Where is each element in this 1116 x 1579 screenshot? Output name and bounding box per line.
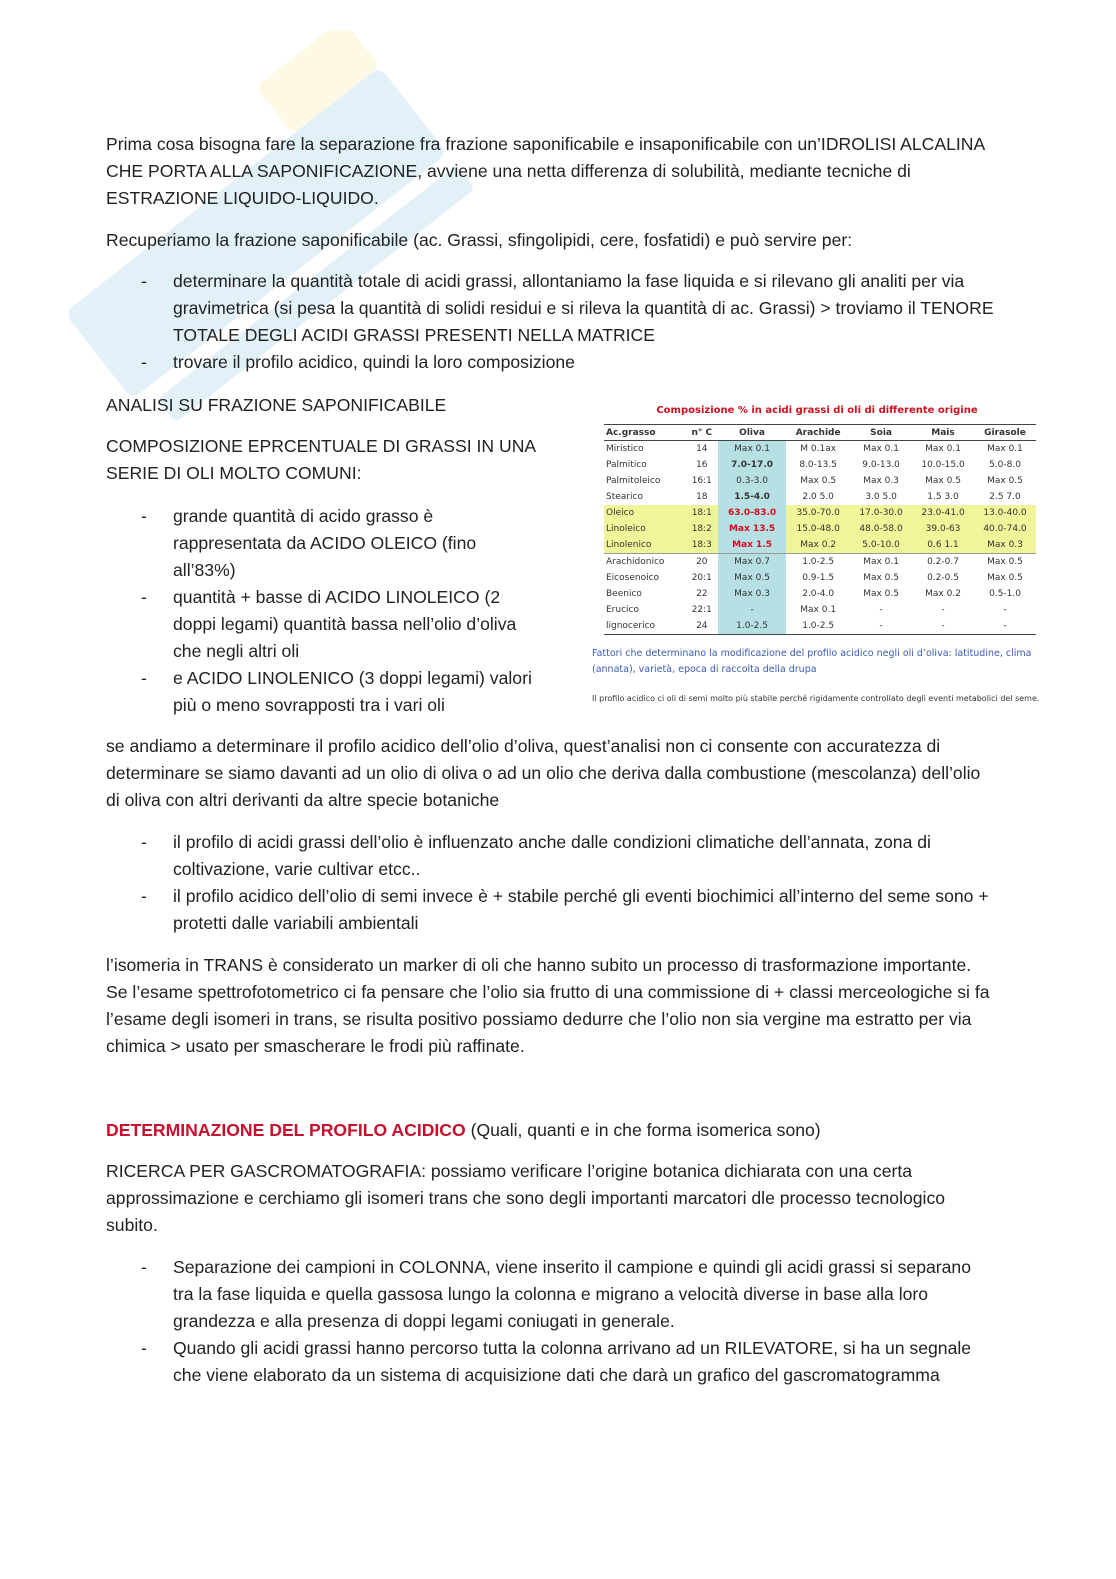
column-header: n° C — [686, 425, 718, 441]
table-cell: Eicosenoico — [606, 573, 660, 583]
table-cell: Erucico — [606, 605, 639, 615]
table-cell: 23.0-41.0 — [912, 505, 974, 521]
table-cell: Oleico — [604, 505, 686, 521]
column-header: Oliva — [718, 425, 786, 441]
table-cell: 39.0-63 — [912, 521, 974, 537]
table-row — [604, 537, 1036, 554]
intro-paragraph-2: Recuperiamo la frazione saponificabile (ac. Grassi, sfingolipidi, cere, fosfatidi) e può servire per: — [106, 230, 853, 250]
table-cell: 1.5-4.0 — [718, 489, 786, 505]
list-item: - Quando gli acidi grassi hanno percorso tutta la colonna arrivano ad un RILEVATORE, si ha un segnale che viene elaborato da un sistema di acquisizione dati che darà un grafico del gascromatogramma — [106, 1335, 996, 1389]
table-cell: 2.0-4.0 — [802, 589, 835, 599]
table-cell: 3.0 5.0 — [865, 492, 897, 502]
table-cell: - — [850, 618, 912, 635]
table-cell: Stearico — [606, 492, 643, 502]
table-cell: 24 — [686, 618, 718, 635]
table-row — [604, 554, 1036, 571]
table-cell: 7.0-17.0 — [718, 457, 786, 473]
table-cell: Linolenico — [604, 537, 686, 554]
determination-subtitle: (Quali, quanti e in che forma isomerica sono) — [465, 1120, 821, 1140]
table-cell: 1.0-2.5 — [718, 618, 786, 635]
profile-bullet-list — [106, 829, 996, 937]
table-row — [604, 505, 1036, 521]
table-cell: 48.0-58.0 — [850, 521, 912, 537]
table-cell: 1.0-2.5 — [786, 554, 850, 571]
column-header: Soia — [850, 425, 912, 441]
table-row — [604, 441, 1036, 458]
section-paragraph: COMPOSIZIONE EPRCENTUALE DI GRASSI IN UNA SERIE DI OLI MOLTO COMUNI: — [106, 436, 536, 483]
table-cell: Max 0.1 — [987, 444, 1023, 454]
table-cell: 18 — [696, 492, 708, 502]
list-item: - il profilo acidico dell’olio di semi invece è + stabile perché gli eventi biochimici all’interno del seme sono + protetti dalle variabili ambientali — [106, 883, 996, 937]
table-row — [604, 586, 1036, 602]
table-cell: - — [974, 618, 1036, 635]
table-row — [604, 521, 1036, 537]
table-header-row — [604, 425, 1036, 441]
table-cell: Max 0.3 — [974, 537, 1036, 554]
table-cell: Miristico — [606, 444, 644, 454]
table-cell: Max 0.2 — [925, 589, 961, 599]
table-cell: Max 0.3 — [718, 586, 786, 602]
table-cell: Max 0.3 — [863, 476, 899, 486]
table-cell: Palmitico — [606, 460, 647, 470]
table-note: Fattori che determinano la modificazione del profilo acidico negli oli d’oliva: latitudine, clima (annata), varietà, epoca di raccolta della drupa — [592, 648, 1032, 675]
table-cell: Max 0.5 — [800, 476, 837, 486]
table-cell: Max 0.5 — [974, 554, 1036, 571]
gc-paragraph: RICERCA PER GASCROMATOGRAFIA: possiamo verificare l’origine botanica dichiarata con una certa approssimazione e cerchiamo gli isomeri trans che sono degli importanti marcatori dle processo tecnologico subito. — [106, 1161, 946, 1235]
table-cell: 16 — [696, 460, 708, 470]
table-cell: 0.9-1.5 — [802, 573, 835, 583]
fatty-acid-table-figure — [588, 402, 1046, 712]
fatty-acid-table — [604, 424, 1036, 635]
table-cell: - — [718, 602, 786, 618]
table-cell: 1.5 3.0 — [927, 492, 959, 502]
table-cell: 16:1 — [691, 476, 712, 486]
table-cell: Max 0.1 — [925, 444, 961, 454]
table-cell: Max 0.5 — [987, 476, 1023, 486]
table-cell: Beenico — [606, 589, 642, 599]
table-cell: 17.0-30.0 — [850, 505, 912, 521]
column-header: Ac.grasso — [604, 425, 686, 441]
table-cell: 0.2-0.5 — [927, 573, 959, 583]
table-cell: 14 — [696, 444, 708, 454]
table-cell: Max 0.5 — [925, 476, 961, 486]
table-cell: 8.0-13.5 — [799, 460, 837, 470]
table-body — [604, 441, 1036, 635]
table-cell: Max 0.7 — [718, 554, 786, 571]
table-cell: Max 0.1 — [800, 605, 837, 615]
list-item: - e ACIDO LINOLENICO (3 doppi legami) valori più o meno sovrapposti tra i vari oli — [106, 665, 536, 719]
table-cell: 9.0-13.0 — [862, 460, 900, 470]
table-row — [604, 473, 1036, 489]
table-cell: Max 13.5 — [718, 521, 786, 537]
table-cell: 35.0-70.0 — [786, 505, 850, 521]
table-cell: Linoleico — [604, 521, 686, 537]
table-cell: 63.0-83.0 — [718, 505, 786, 521]
section-heading: ANALISI SU FRAZIONE SAPONIFICABILE — [106, 395, 447, 415]
table-row — [604, 602, 1036, 618]
table-cell: Max 1.5 — [718, 537, 786, 554]
determination-title: DETERMINAZIONE DEL PROFILO ACIDICO — [106, 1120, 466, 1140]
table-cell: Max 0.1 — [718, 441, 786, 458]
table-cell: 0.5-1.0 — [989, 589, 1021, 599]
table-cell: Max 0.5 — [987, 573, 1023, 583]
list-item: - Separazione dei campioni in COLONNA, viene inserito il campione e quindi gli acidi grassi si separano tra la fase liquida e quella gassosa lungo la colonna e migrano a velocità diverse in base alla loro grandezza e alla presenza di doppi legami coniugati in generale. — [106, 1254, 996, 1335]
table-footnote: Il profilo acidico ci oli di semi molto più stabile perché rigidamente controllato degli eventi metabolici del seme. — [592, 694, 1040, 703]
list-item: - grande quantità di acido grasso è rappresentata da ACIDO OLEICO (fino all’83%) — [106, 503, 536, 584]
table-cell: 10.0-15.0 — [921, 460, 965, 470]
table-cell: 20:1 — [691, 573, 712, 583]
table-cell: 18:1 — [686, 505, 718, 521]
table-cell: 15.0-48.0 — [786, 521, 850, 537]
list-item: - quantità + basse di ACIDO LINOLEICO (2 doppi legami) quantità bassa nell’olio d’oliva che negli altri oli — [106, 584, 536, 665]
table-title: Composizione % in acidi grassi di oli di differente origine — [656, 405, 978, 416]
table-cell: Max 0.5 — [863, 573, 899, 583]
intro-bullet-list — [106, 268, 996, 376]
table-cell: 0.3-3.0 — [718, 473, 786, 489]
table-cell: 1.0-2.5 — [786, 618, 850, 635]
table-cell: Palmitoleico — [606, 476, 661, 486]
table-cell: - — [879, 605, 883, 615]
table-cell: - — [1003, 605, 1007, 615]
table-cell: Arachidonico — [604, 554, 686, 571]
table-cell: 5.0-8.0 — [989, 460, 1021, 470]
intro-paragraph: Prima cosa bisogna fare la separazione fra frazione saponificabile e insaponificabile con un’IDROLISI ALCALINA CHE PORTA ALLA SAPONIFICAZIONE, avviene una netta differenza di solubilità, mediante tecniche di ESTRAZIONE LIQUIDO-LIQUIDO. — [106, 134, 985, 208]
table-cell: 13.0-40.0 — [974, 505, 1036, 521]
table-cell: 5.0-10.0 — [850, 537, 912, 554]
table-cell: 0.6 1.1 — [912, 537, 974, 554]
table-cell: 2.5 7.0 — [989, 492, 1021, 502]
list-item: - determinare la quantità totale di acidi grassi, allontaniamo la fase liquida e si rilevano gli analiti per via gravimetrica (si pesa la quantità di solidi residui e si rileva la quantità di ac. Grassi) > troviamo il TENORE TOTALE DEGLI ACIDI GRASSI PRESENTI NELLA MATRICE — [106, 268, 996, 349]
table-cell: - — [912, 618, 974, 635]
table-cell: Max 0.1 — [863, 444, 899, 454]
table-row — [604, 457, 1036, 473]
table-cell: Max 0.5 — [718, 570, 786, 586]
table-cell: M 0.1ax — [800, 444, 837, 454]
profile-paragraph: se andiamo a determinare il profilo acidico dell’olio d’oliva, quest’analisi non ci consente con accuratezza di determinare se siamo davanti ad un olio di oliva o ad un olio che deriva dalla combustione (mescolanza) dell’olio di oliva con altri derivanti da altre specie botaniche — [106, 736, 981, 810]
table-cell: 20 — [686, 554, 718, 571]
table-cell: 2.0 5.0 — [802, 492, 834, 502]
table-cell: 18:3 — [686, 537, 718, 554]
table-cell: 22 — [696, 589, 708, 599]
column-header: Arachide — [786, 425, 850, 441]
table-cell: 40.0-74.0 — [974, 521, 1036, 537]
table-row — [604, 618, 1036, 635]
column-header: Girasole — [974, 425, 1036, 441]
list-item: - il profilo di acidi grassi dell’olio è influenzato anche dalle condizioni climatiche dell’annata, zona di coltivazione, varie cultivar etcc.. — [106, 829, 996, 883]
table-cell: 0.2-0.7 — [912, 554, 974, 571]
table-row — [604, 489, 1036, 505]
table-row — [604, 570, 1036, 586]
table-cell: Max 0.2 — [786, 537, 850, 554]
table-cell: lignocerico — [604, 618, 686, 635]
table-cell: 18:2 — [686, 521, 718, 537]
gc-bullet-list — [106, 1254, 996, 1389]
list-item: - trovare il profilo acidico, quindi la loro composizione — [106, 349, 996, 376]
column-header: Mais — [912, 425, 974, 441]
table-cell: 22:1 — [691, 605, 712, 615]
table-cell: Max 0.5 — [863, 589, 899, 599]
table-cell: - — [941, 605, 945, 615]
table-cell: Max 0.1 — [850, 554, 912, 571]
trans-isomer-paragraph: l’isomeria in TRANS è considerato un marker di oli che hanno subito un processo di trasformazione importante. Se l’esame spettrofotometrico ci fa pensare che l’olio sia frutto di una commissione di + classi merceologiche si fa l’esame degli isomeri in trans, se risulta positivo possiamo dedurre che l’olio non sia vergine ma estratto per via chimica > usato per smascherare le frodi più raffinate. — [106, 955, 990, 1056]
saponificabile-bullet-list — [106, 503, 536, 719]
determination-heading — [106, 1117, 996, 1144]
